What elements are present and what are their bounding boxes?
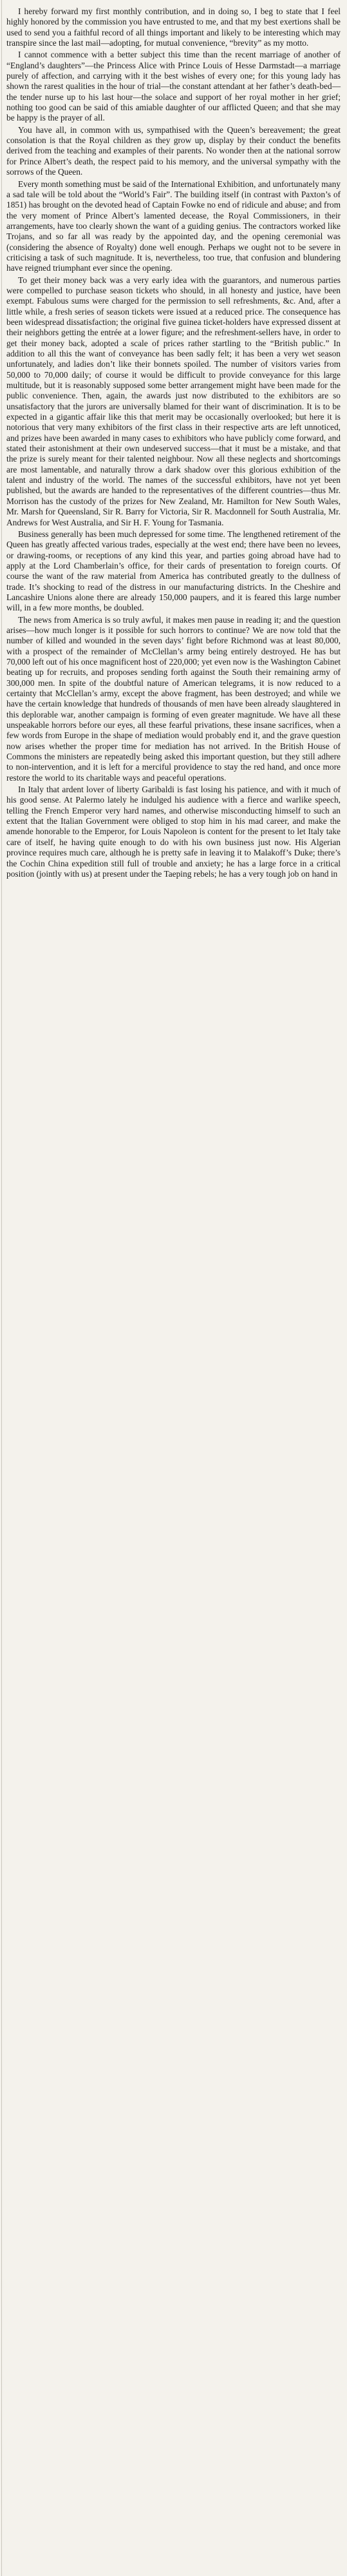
paragraph-queen-bereavement: You have all, in common with us, sympathised with the Queen’s bereavement; the great consolation is that the Royal children as they grow up, display by their conduct the benefits derived from the teaching and examples of their parents. No wonder then at the national sorrow for Prince Albert’s death, the respect paid to his memory, and the universal sympathy with the sorrows of the Queen. (6, 124, 341, 177)
paragraph-international-exhibition: Every month something must be said of the International Exhibition, and unfortunately many a sad tale will be told about the “World’s Fair”. The building itself (in contrast with Paxton’s of 1851) has brought on the devoted head of Captain Fowke no end of ridicule and abuse; and from the very moment of Prince Albert’s lamented decease, the Royal Commissioners, in their arrangements, have too clearly shown the want of a guiding genius. The contractors worked like Trojans, and so far all was ready by the appointed day, and the opening ceremonial was (considering the absence of Royalty) done well enough. Perhaps we ought not to be severe in criticising a task of such magnitude. It is, nevertheless, too true, that confusion and blundering have reigned triumphant ever since the opening. (6, 179, 341, 273)
article-column (6, 6, 341, 879)
paragraph-business-depression: Business generally has been much depressed for some time. The lengthened retirement of the Queen has greatly affected various trades, especially at the west end; there have been no levees, or drawing-rooms, or receptions of any kind this year, and parties going abroad have had to apply at the Lord Chamberlain’s office, for their cards of presentation to foreign courts. Of course the want of the raw material from America has contributed greatly to the dullness of trade. It’s shocking to read of the distress in our manufacturing districts. In the Cheshire and Lancashire Unions alone there are already 150,000 paupers, and it is feared this large number will, in a few more months, be doubled. (6, 529, 341, 613)
paragraph-america-news: The news from America is so truly awful, it makes men pause in reading it; and the question arises—how much longer is it possible for such horrors to continue? We are now told that the number of killed and wounded in the seven days’ fight before Richmond was at least 80,000, with a prospect of the remainder of McClellan’s army being entirely destroyed. He has but 70,000 left out of his once magnificent host of 220,000; yet even now is the Washington Cabinet beating up for recruits, and proposes sending forth against the South their remaining army of 300,000 men. In spite of the doubtful nature of American telegrams, it is now reduced to a certainty that McClellan’s army, except the above fragment, has been destroyed; and while we have the certain knowledge that hundreds of thousands of men have been already slaughtered in this deplorable war, another campaign is forming of even greater magnitude. We have all these unspeakable horrors before our eyes, all these fearful privations, these insane sacrifices, when a few words from Europe in the shape of mediation would probably end it, and the grave question now arises whether the proper time for mediation has not arrived. In the British House of Commons the ministers are repeatedly being asked this important question, but they still adhere to non-intervention, and it is left for a merciful providence to stay the red hand, and once more restore the world to its charitable ways and peaceful operations. (6, 614, 341, 783)
paragraph-princess-alice-marriage: I cannot commence with a better subject this time than the recent marriage of another of “England’s daughters”—the Princess Alice with Prince Louis of Hesse Darmstadt—a marriage purely of affection, and carrying with it the best wishes of every one; for this young lady has shown the rarest qualities in the hour of trial—the constant attendant at her father’s death-bed—the tender nurse up to his last hour—the solace and support of her royal mother in her grief; nothing too good can be said of this amiable daughter of our afflicted Queen; and that she may be happy is the prayer of all. (6, 50, 341, 123)
paragraph-exhibition-tickets-awards: To get their money back was a very early idea with the guarantors, and numerous parties were compelled to purchase season tickets who should, in all honesty and justice, have been exempt. Fabulous sums were charged for the permission to sell refreshments, &c. And, after a little while, a fresh series of season tickets were issued at a reduced price. The consequence has been widespread dissatisfaction; the original five guinea ticket-holders have expressed dissent at their neighbors getting the entrée at a lower figure; and the refreshment-sellers have, in order to get their money back, adopted a scale of prices rather startling to the “British public.” In addition to all this the want of conveyance has been sadly felt; it has been a very wet season unfortunately, and ladies don’t like their bonnets spoiled. The number of visitors varies from 50,000 to 70,000 daily; of course it would be difficult to provide conveyance for this large multitude, but it is reasonably supposed some better arrangement might have been made for the public convenience. Then, again, the awards just now distributed to the exhibitors are so unsatisfactory that the jurors are universally blamed for their want of discrimination. It is to be expected in a gigantic affair like this that merit may be occasionally overlooked; but here it is notorious that very many exhibitors of the first class in their respective arts are left unnoticed, and prizes have been awarded in many cases to exhibitors who have publicly come forward, and stated their astonishment at their own undeserved success—that it must be a mistake, and that the prize is surely meant for their talented neighbour. Now all these neglects and shortcomings are most lamentable, and naturally throw a dark shadow over this glorious exhibition of the talent and industry of the world. The names of the successful exhibitors, have not yet been published, but the awards are handed to the representatives of the different countries—thus Mr. Morrison has the custody of the prizes for New Zealand, Mr. Hamilton for New South Wales, Mr. Marsh for Queensland, Sir R. Barry for Victoria, Sir R. Macdonnell for South Australia, Mr. Andrews for West Australia, and Sir H. F. Young for Tasmania. (6, 275, 341, 527)
paragraph-italy-garibaldi: In Italy that ardent lover of liberty Garibaldi is fast losing his patience, and with it much of his good sense. At Palermo lately he indulged his audience with a fierce and warlike speech, telling the French Emperor very hard names, and otherwise misconducting himself to such an extent that the Italian Government were obliged to stop him in his mad career, and make the amende honorable to the Emperor, for Louis Napoleon is content for the present to let Italy take care of itself, he having quite enough to do with his own business just now. His Algerian province requires much care, although he is pretty safe in leaving it to Malakoff’s Duke; there’s the Cochin China expedition still full of trouble and anxiety; he has a large force in a critical position (jointly with us) at present under the Taeping rebels; he has a very tough job on hand in (6, 785, 341, 879)
column-rule (1, 0, 2, 2576)
paragraph-introduction: I hereby forward my first monthly contribution, and in doing so, I beg to state that I feel highly honored by the commission you have entrusted to me, and that my best exertions shall be used to send you a faithful record of all things important and likely to be interesting which may transpire since the last mail—adopting, for mutual convenience, “brevity” as my motto. (6, 6, 341, 48)
